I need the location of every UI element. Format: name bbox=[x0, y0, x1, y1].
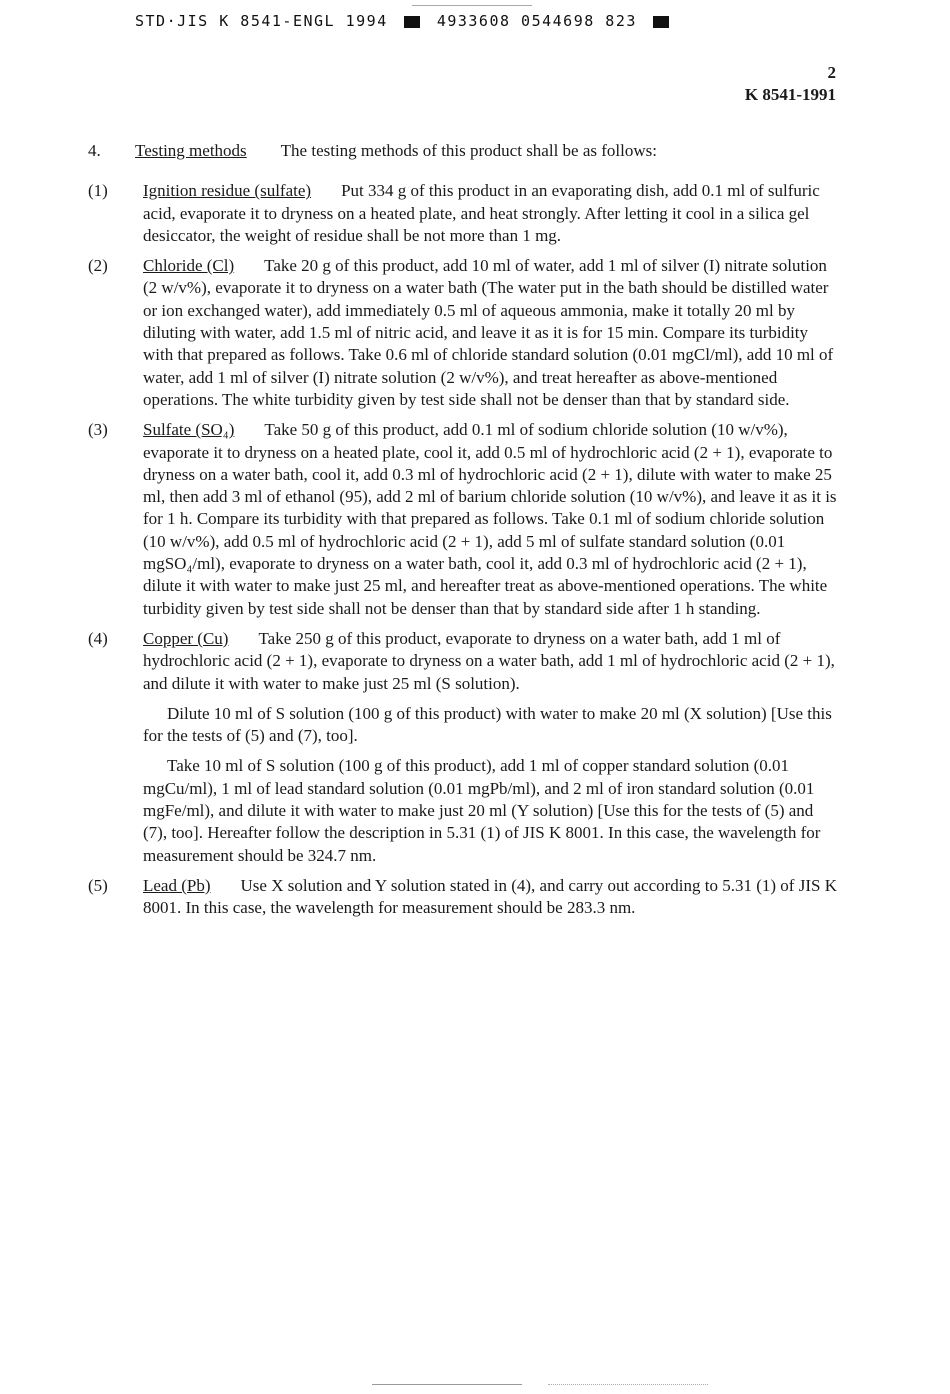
item-number: (4) bbox=[88, 628, 108, 648]
item-text: Take 20 g of this product, add 10 ml of water, add 1 ml of silver (I) nitrate solution (2 w/v%), evaporate it to dryness on a water bath (The water put in the bath should be distilled water or ion exchanged water), add immediately 0.5 ml of aqueous ammonia, make it totally 20 ml by diluting with water, add 1.5 ml of nitric acid, and leave it as it is for 15 min. Compare its turbidity with that prepared as follows. Take 0.6 ml of chloride standard solution (0.01 mgCl/ml), add 10 ml of water, add 1 ml of silver (I) nitrate solution (2 w/v%), and treat hereafter as above-mentioned operations. The white turbidity given by test side shall not be denser than that by standard side. bbox=[143, 256, 834, 409]
scan-block-mark bbox=[653, 16, 669, 28]
test-item-lead bbox=[88, 875, 838, 920]
section-number: 4. bbox=[88, 141, 101, 160]
scan-block-mark bbox=[404, 16, 420, 28]
item-number: (1) bbox=[88, 181, 108, 201]
item-text: Take 50 g of this product, add 0.1 ml of sodium chloride solution (10 w/v%), evaporate it to dryness on a heated plate, cool it, add 0.5 ml of hydrochloric acid (2 + 1), evaporate to dryness on a water bath, cool it, add 0.3 ml of hydrochloric acid (2 + 1), dilute with water to make 25 ml, then add 3 ml of ethanol (95), add 2 ml of barium chloride solution (10 w/v%), and leave it as it is for 1 h. Compare its turbidity with that prepared as follows. Take 0.1 ml of sodium chloride solution (10 w/v%), add 0.5 ml of hydrochloric acid (2 + 1), add 5 ml of sulfate standard solution (0.01 mgSO₄/ml), evaporate to dryness on a water bath, cool it, add 0.3 ml of hydrochloric acid (2 + 1), dilute it with water to make just 25 ml, and hereafter treat as above-mentioned operations. The white turbidity given by test side shall not be denser than that by standard side after 1 h standing. bbox=[143, 420, 837, 618]
document-number: K 8541-1991 bbox=[744, 85, 836, 104]
footer-rule bbox=[372, 1384, 522, 1385]
test-item-sulfate bbox=[88, 419, 838, 620]
item-paragraph: Take 10 ml of S solution (100 g of this product), add 1 ml of copper standard solution (0.01 mgCu/ml), 1 ml of lead standard solution (0.01 mgPb/ml), and 2 ml of iron standard solution (0.01 mgFe/ml), and dilute it with water to make just 20 ml (Y solution) [Use this for the tests of (5) and (7), too]. Hereafter follow the description in 5.31 (1) of JIS K 8001. In this case, the wavelength for measurement should be 324.7 nm. bbox=[143, 756, 821, 865]
document-body bbox=[88, 140, 838, 928]
item-paragraph: Dilute 10 ml of S solution (100 g of this product) with water to make 20 ml (X solution) [Use this for the tests of (5) and (7), too]. bbox=[143, 703, 832, 746]
item-label: Chloride (Cl) bbox=[143, 256, 235, 276]
item-label: Sulfate (SO₄) bbox=[143, 420, 235, 440]
item-text: Take 250 g of this product, evaporate to dryness on a water bath, add 1 ml of hydrochloric acid (2 + 1), evaporate to dryness on a water bath, add 1 ml of hydrochloric acid (2 + 1), and dilute it with water to make just 25 ml (S solution). bbox=[143, 628, 835, 693]
scan-header-left: STD·JIS K 8541-ENGL 1994 bbox=[135, 12, 388, 30]
item-label: Copper (Cu) bbox=[143, 628, 229, 648]
scan-artifact-line bbox=[412, 5, 532, 6]
scan-header-mid: 4933608 0544698 823 bbox=[436, 12, 637, 30]
item-number: (3) bbox=[88, 420, 108, 440]
page-number: 2 bbox=[827, 63, 836, 82]
item-text: Use X solution and Y solution stated in (4), and carry out according to 5.31 (1) of JIS K 8001. In this case, the wavelength for measurement should be 283.3 nm. bbox=[143, 875, 837, 918]
test-item-chloride bbox=[88, 255, 838, 411]
scan-header-line bbox=[135, 12, 675, 30]
section-title: Testing methods bbox=[135, 141, 247, 160]
section-intro: The testing methods of this product shall be as follows: bbox=[280, 141, 657, 160]
item-text: Put 334 g of this product in an evaporating dish, add 0.1 ml of sulfuric acid, evaporate it to dryness on a heated plate, and heat strongly. After letting it cool in a silica gel desiccator, the weight of residue shall be not more than 1 mg. bbox=[143, 181, 820, 245]
item-label: Ignition residue (sulfate) bbox=[143, 181, 312, 201]
footer-dotted-rule bbox=[548, 1384, 708, 1385]
section-heading bbox=[88, 140, 838, 162]
item-label: Lead (Pb) bbox=[143, 875, 211, 895]
item-number: (2) bbox=[88, 256, 108, 276]
test-item-copper bbox=[88, 628, 838, 867]
item-number: (5) bbox=[88, 875, 108, 895]
test-item-ignition-residue bbox=[88, 180, 838, 247]
page-header bbox=[745, 62, 836, 106]
